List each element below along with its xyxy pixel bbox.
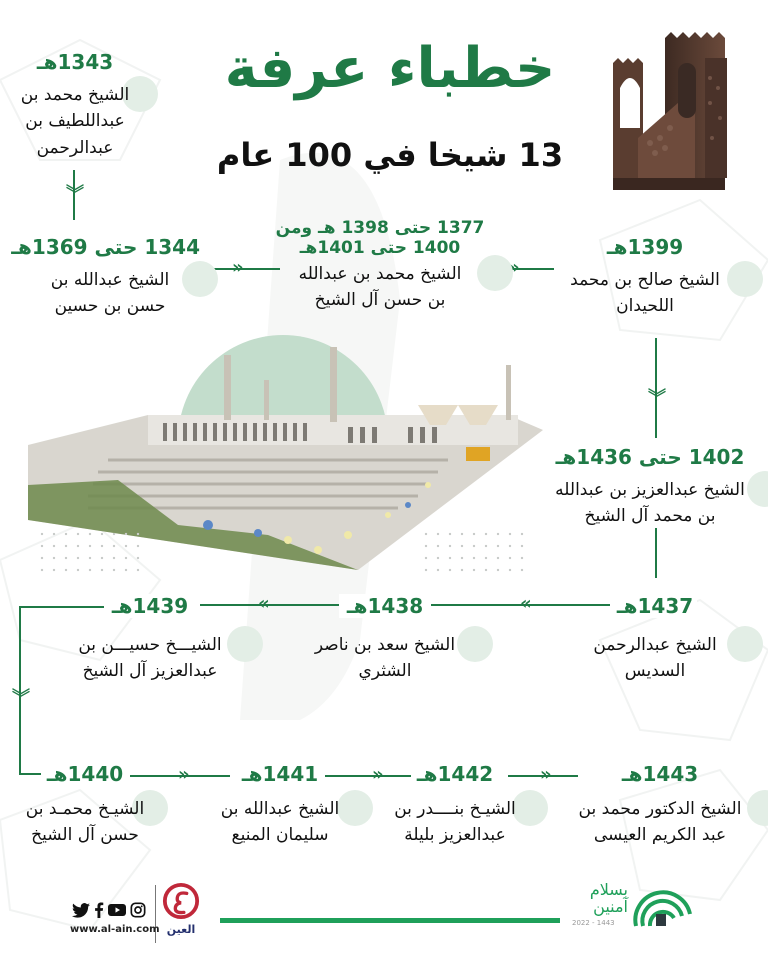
timeline-entry-1344-1369 [11,235,200,320]
entry-year: 1438هـ [339,594,431,618]
footer-bar [220,918,560,923]
decorative-dots-left [36,528,146,572]
al-ain-logo[interactable] [160,882,202,942]
chevron-left-icon: « [520,593,532,614]
al-ain-logo-text: العين [166,923,196,936]
al-ain-logo-icon [162,882,200,920]
entry-name: الشيخ محمد بن عبدالله بن حسن آل الشيخ [265,261,495,314]
entry-name: الشيخ سعد بن ناصر الشثري [295,632,475,685]
timeline-entry-1402-1436 [535,445,765,530]
chevron-right-icon: » [372,764,384,785]
entry-year: 1440هـ [43,762,127,786]
timeline-entry-1437 [565,594,745,685]
page-subtitle: 13 شيخا في 100 عام [216,136,564,174]
chevron-right-icon: » [232,257,244,278]
chevron-right-icon: » [508,257,520,278]
entry-name: الشيخ عبدالعزيز بن عبدالله بن محمد آل الشيخ [535,477,765,530]
timeline-entry-1439 [55,594,245,685]
entry-year: 1437هـ [613,594,697,618]
entry-name: الشيخ صالح بن محمد اللحيدان [545,267,745,320]
timeline-entry-1441 [205,762,355,849]
timeline-entry-1443 [555,762,765,849]
timeline-entry-1343 [10,50,140,161]
entry-name: الشيـخ بنــــدر بن عبدالعزيز بليلة [380,796,530,849]
entry-name: الشيخ عبدالله بن حسن بن حسين [20,267,200,320]
page-title: خطباء عرفة [224,36,556,101]
chevron-left-icon: « [258,593,270,614]
website-link[interactable]: www.al-ain.com [70,924,160,935]
connector-5-6 [655,528,657,578]
twitter-icon[interactable] [72,903,90,918]
entry-name: الشيخ عبدالرحمن السديس [565,632,745,685]
campaign-logo-text: بسلام آمنين 2022 - 1443 [572,880,628,927]
chevron-down-icon: ︾ [12,688,30,709]
entry-name: الشيخ عبدالله بن سليمان المنيع [205,796,355,849]
entry-name: الشيخ محمد بن عبداللطيف بن عبدالرحمن [10,82,140,161]
entry-year: 1377 حتى 1398 هـ ومن 1400 حتى 1401هـ [275,218,485,259]
entry-year: 1442هـ [411,762,499,786]
entry-name: الشيخ الدكتور محمد بن عبد الكريم العيسى [555,796,765,849]
facebook-icon[interactable] [94,902,104,918]
entry-year: 1343هـ [36,50,114,74]
entry-year: 1344 حتى 1369هـ [11,235,200,259]
chevron-right-icon: » [540,764,552,785]
chevron-right-icon: » [178,764,190,785]
timeline-entry-1440 [20,762,150,849]
timeline-entry-1442 [380,762,530,849]
timeline-entry-1438 [295,594,475,685]
entry-name: الشيـــخ حسيـــن بن عبدالعزيز آل الشيخ [55,632,245,685]
chevron-down-icon: ︾ [648,388,666,409]
entry-year: 1441هـ [236,762,324,786]
timeline-entry-1377-1401 [265,218,495,313]
social-links [72,902,146,918]
instagram-icon[interactable] [130,902,146,918]
entry-year: 1443هـ [621,762,699,786]
entry-year: 1399هـ [606,235,684,259]
timeline-entry-1399 [545,235,745,320]
campaign-logo-icon [632,886,694,938]
chevron-down-icon: ︾ [66,184,84,205]
entry-year: 1439هـ [104,594,196,618]
youtube-icon[interactable] [108,903,126,917]
decorative-dots-right [420,528,530,572]
minbar-illustration [610,28,750,193]
entry-year: 1402 حتى 1436هـ [555,445,745,469]
entry-name: الشيـخ محمـد بن حسن آل الشيخ [20,796,150,849]
